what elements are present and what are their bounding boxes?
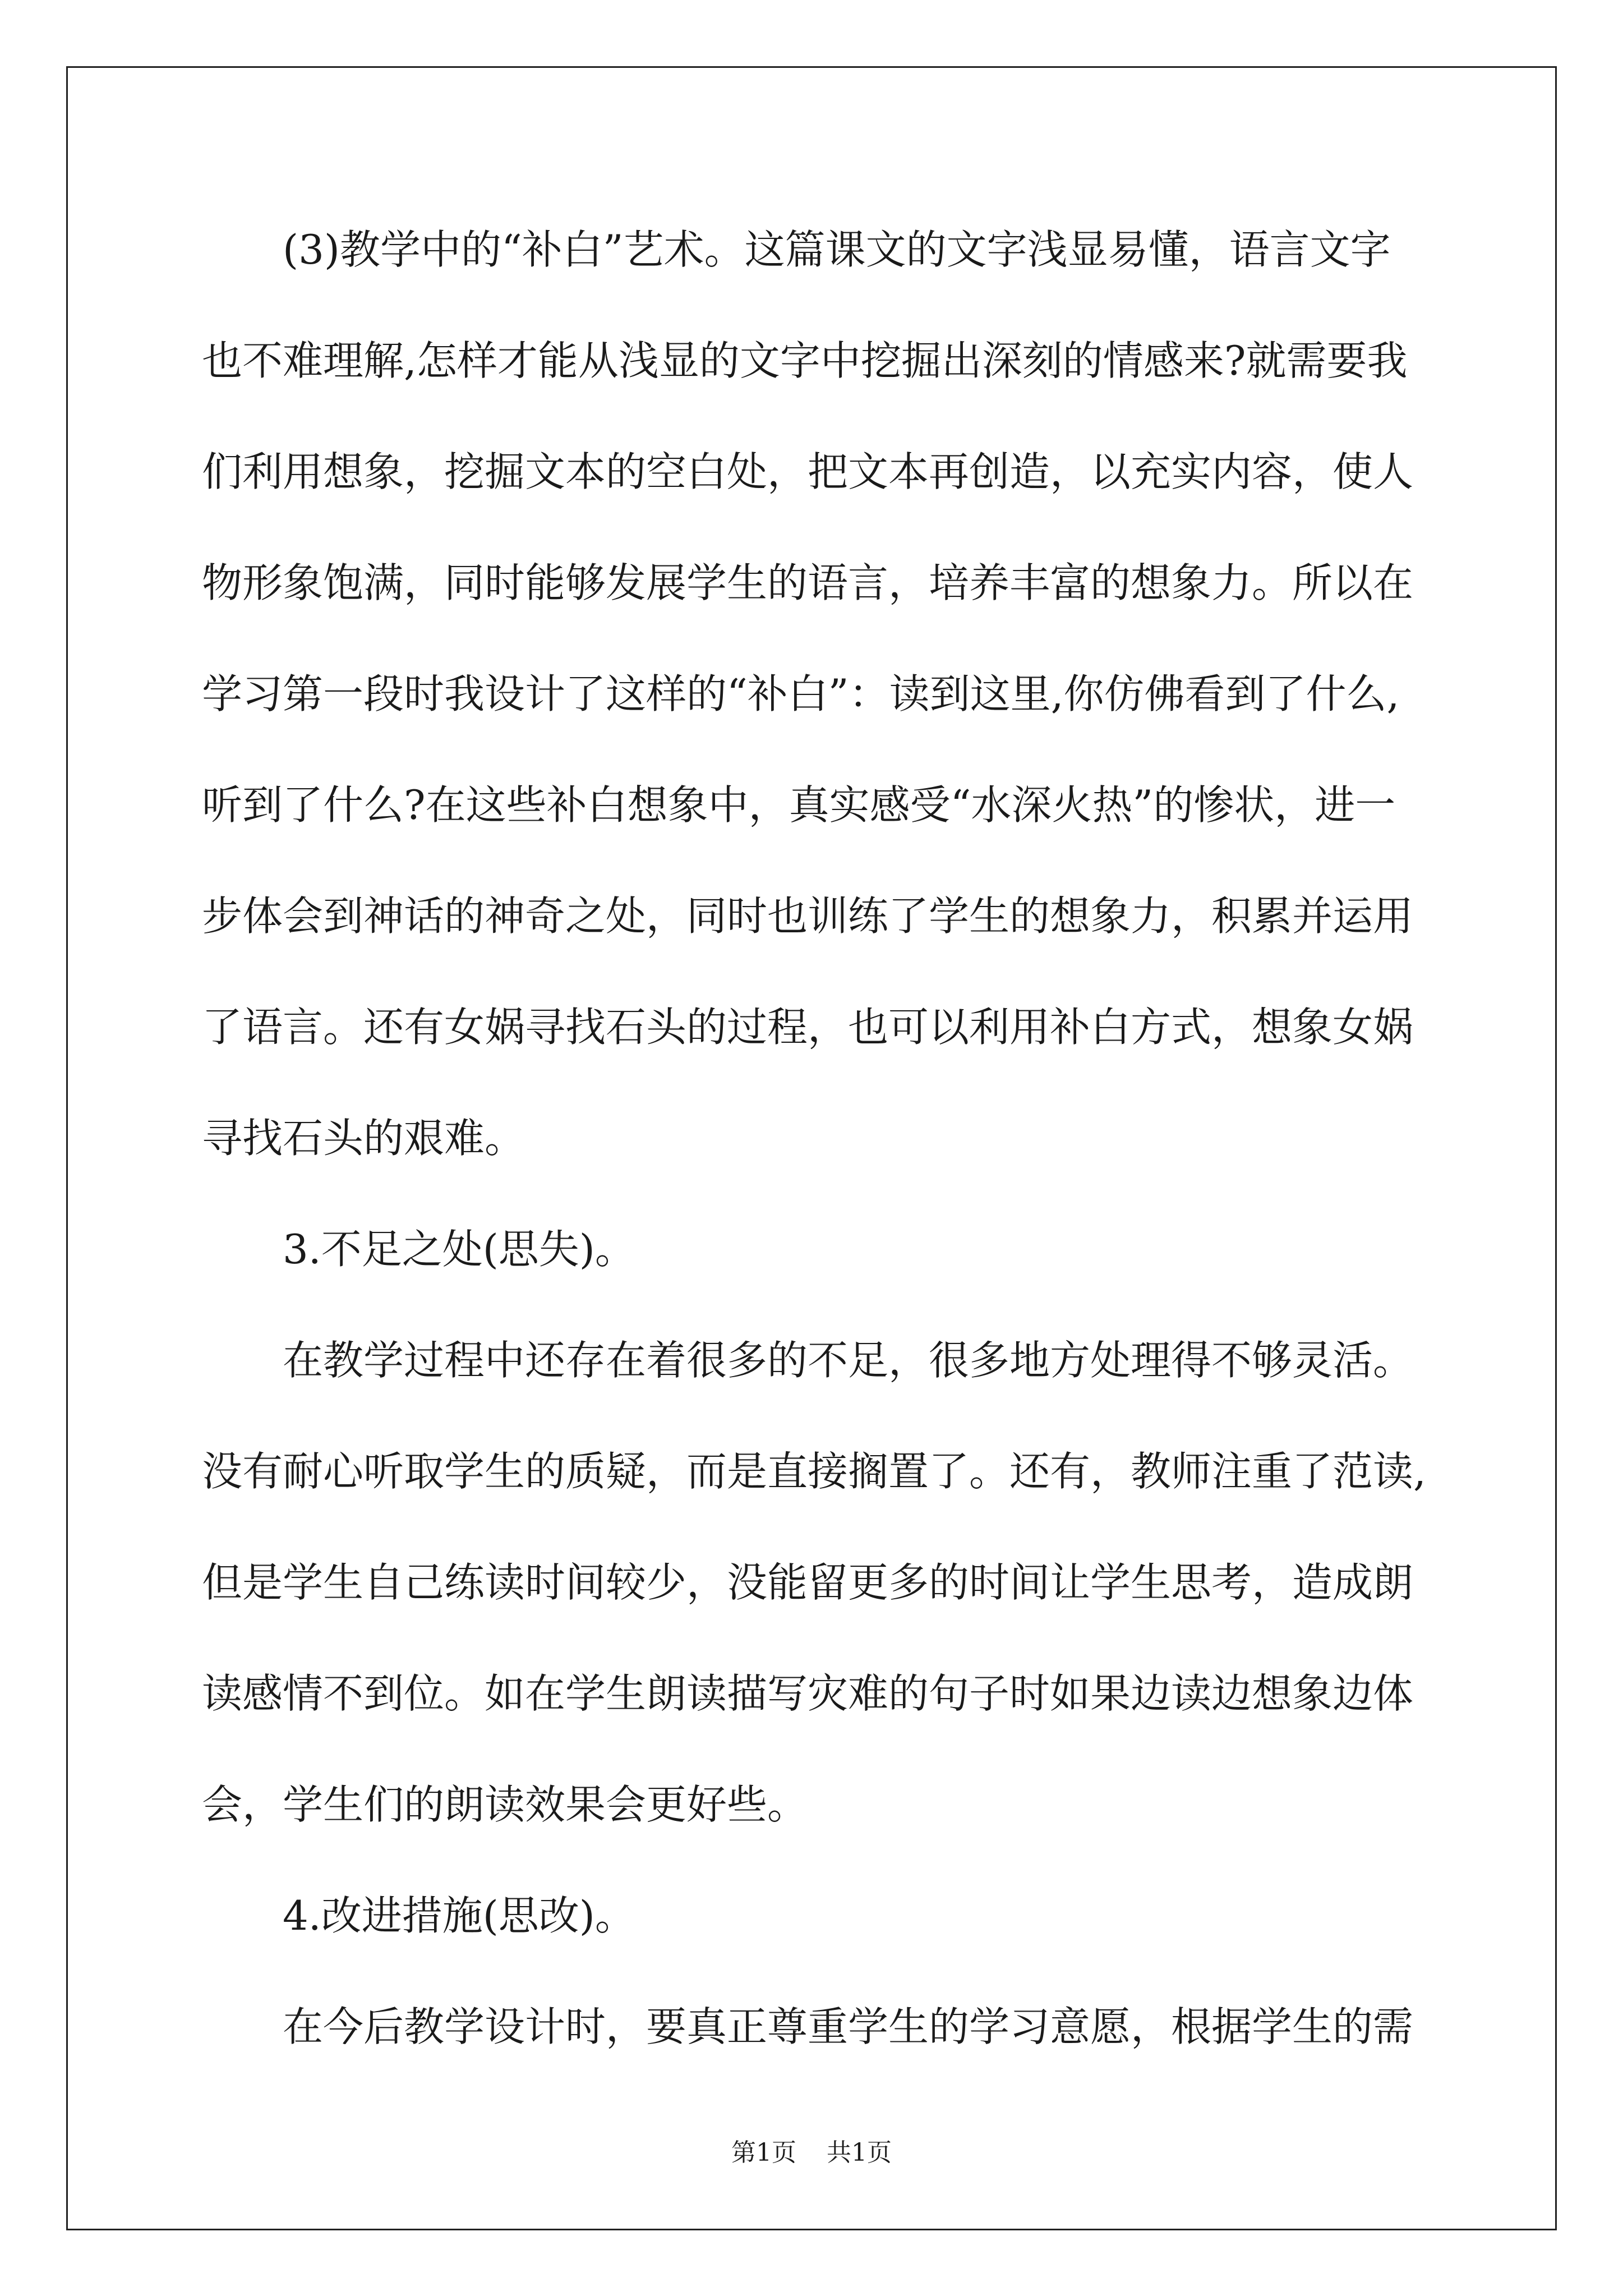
paragraph-line: 听到了什么?在这些补白想象中，真实感受“水深火热”的惨状，进一 [202,781,1396,829]
section-heading: 3.不足之处(思失)。 [283,1226,635,1273]
paragraph-line: 步体会到神话的神奇之处，同时也训练了学生的想象力，积累并运用 [202,892,1414,940]
page-number-total: 共1页 [827,2138,892,2167]
paragraph-line: 在今后教学设计时，要真正尊重学生的学习意愿，根据学生的需 [283,2003,1414,2050]
paragraph-line: 学习第一段时我设计了这样的“补白”：读到这里,你仿佛看到了什么, [202,670,1400,717]
paragraph-line: 读感情不到位。如在学生朗读描写灾难的句子时如果边读边想象边体 [202,1670,1414,1717]
paragraph-line: 在教学过程中还存在着很多的不足，很多地方处理得不够灵活。 [283,1337,1414,1384]
paragraph-line: 但是学生自己练读时间较少，没能留更多的时间让学生思考，造成朗 [202,1559,1414,1606]
paragraph-line: 了语言。还有女娲寻找石头的过程，也可以利用补白方式，想象女娲 [202,1004,1414,1051]
paragraph-line: 没有耐心听取学生的质疑，而是直接搁置了。还有，教师注重了范读, [202,1448,1426,1495]
document-body [202,216,1424,2104]
page-footer [0,2136,1623,2170]
page-number-current: 第1页 [731,2138,796,2167]
paragraph-line: 们利用想象，挖掘文本的空白处，把文本再创造，以充实内容，使人 [202,448,1414,495]
paragraph-line: 会，学生们的朗读效果会更好些。 [202,1781,808,1828]
paragraph-line: (3)教学中的“补白”艺术。这篇课文的文字浅显易懂，语言文字 [283,226,1391,273]
paragraph-line: 寻找石头的艰难。 [202,1115,525,1162]
paragraph-line: 也不难理解,怎样才能从浅显的文字中挖掘出深刻的情感来?就需要我 [202,337,1408,384]
section-heading: 4.改进措施(思改)。 [283,1892,635,1939]
paragraph-line: 物形象饱满，同时能够发展学生的语言，培养丰富的想象力。所以在 [202,559,1414,606]
